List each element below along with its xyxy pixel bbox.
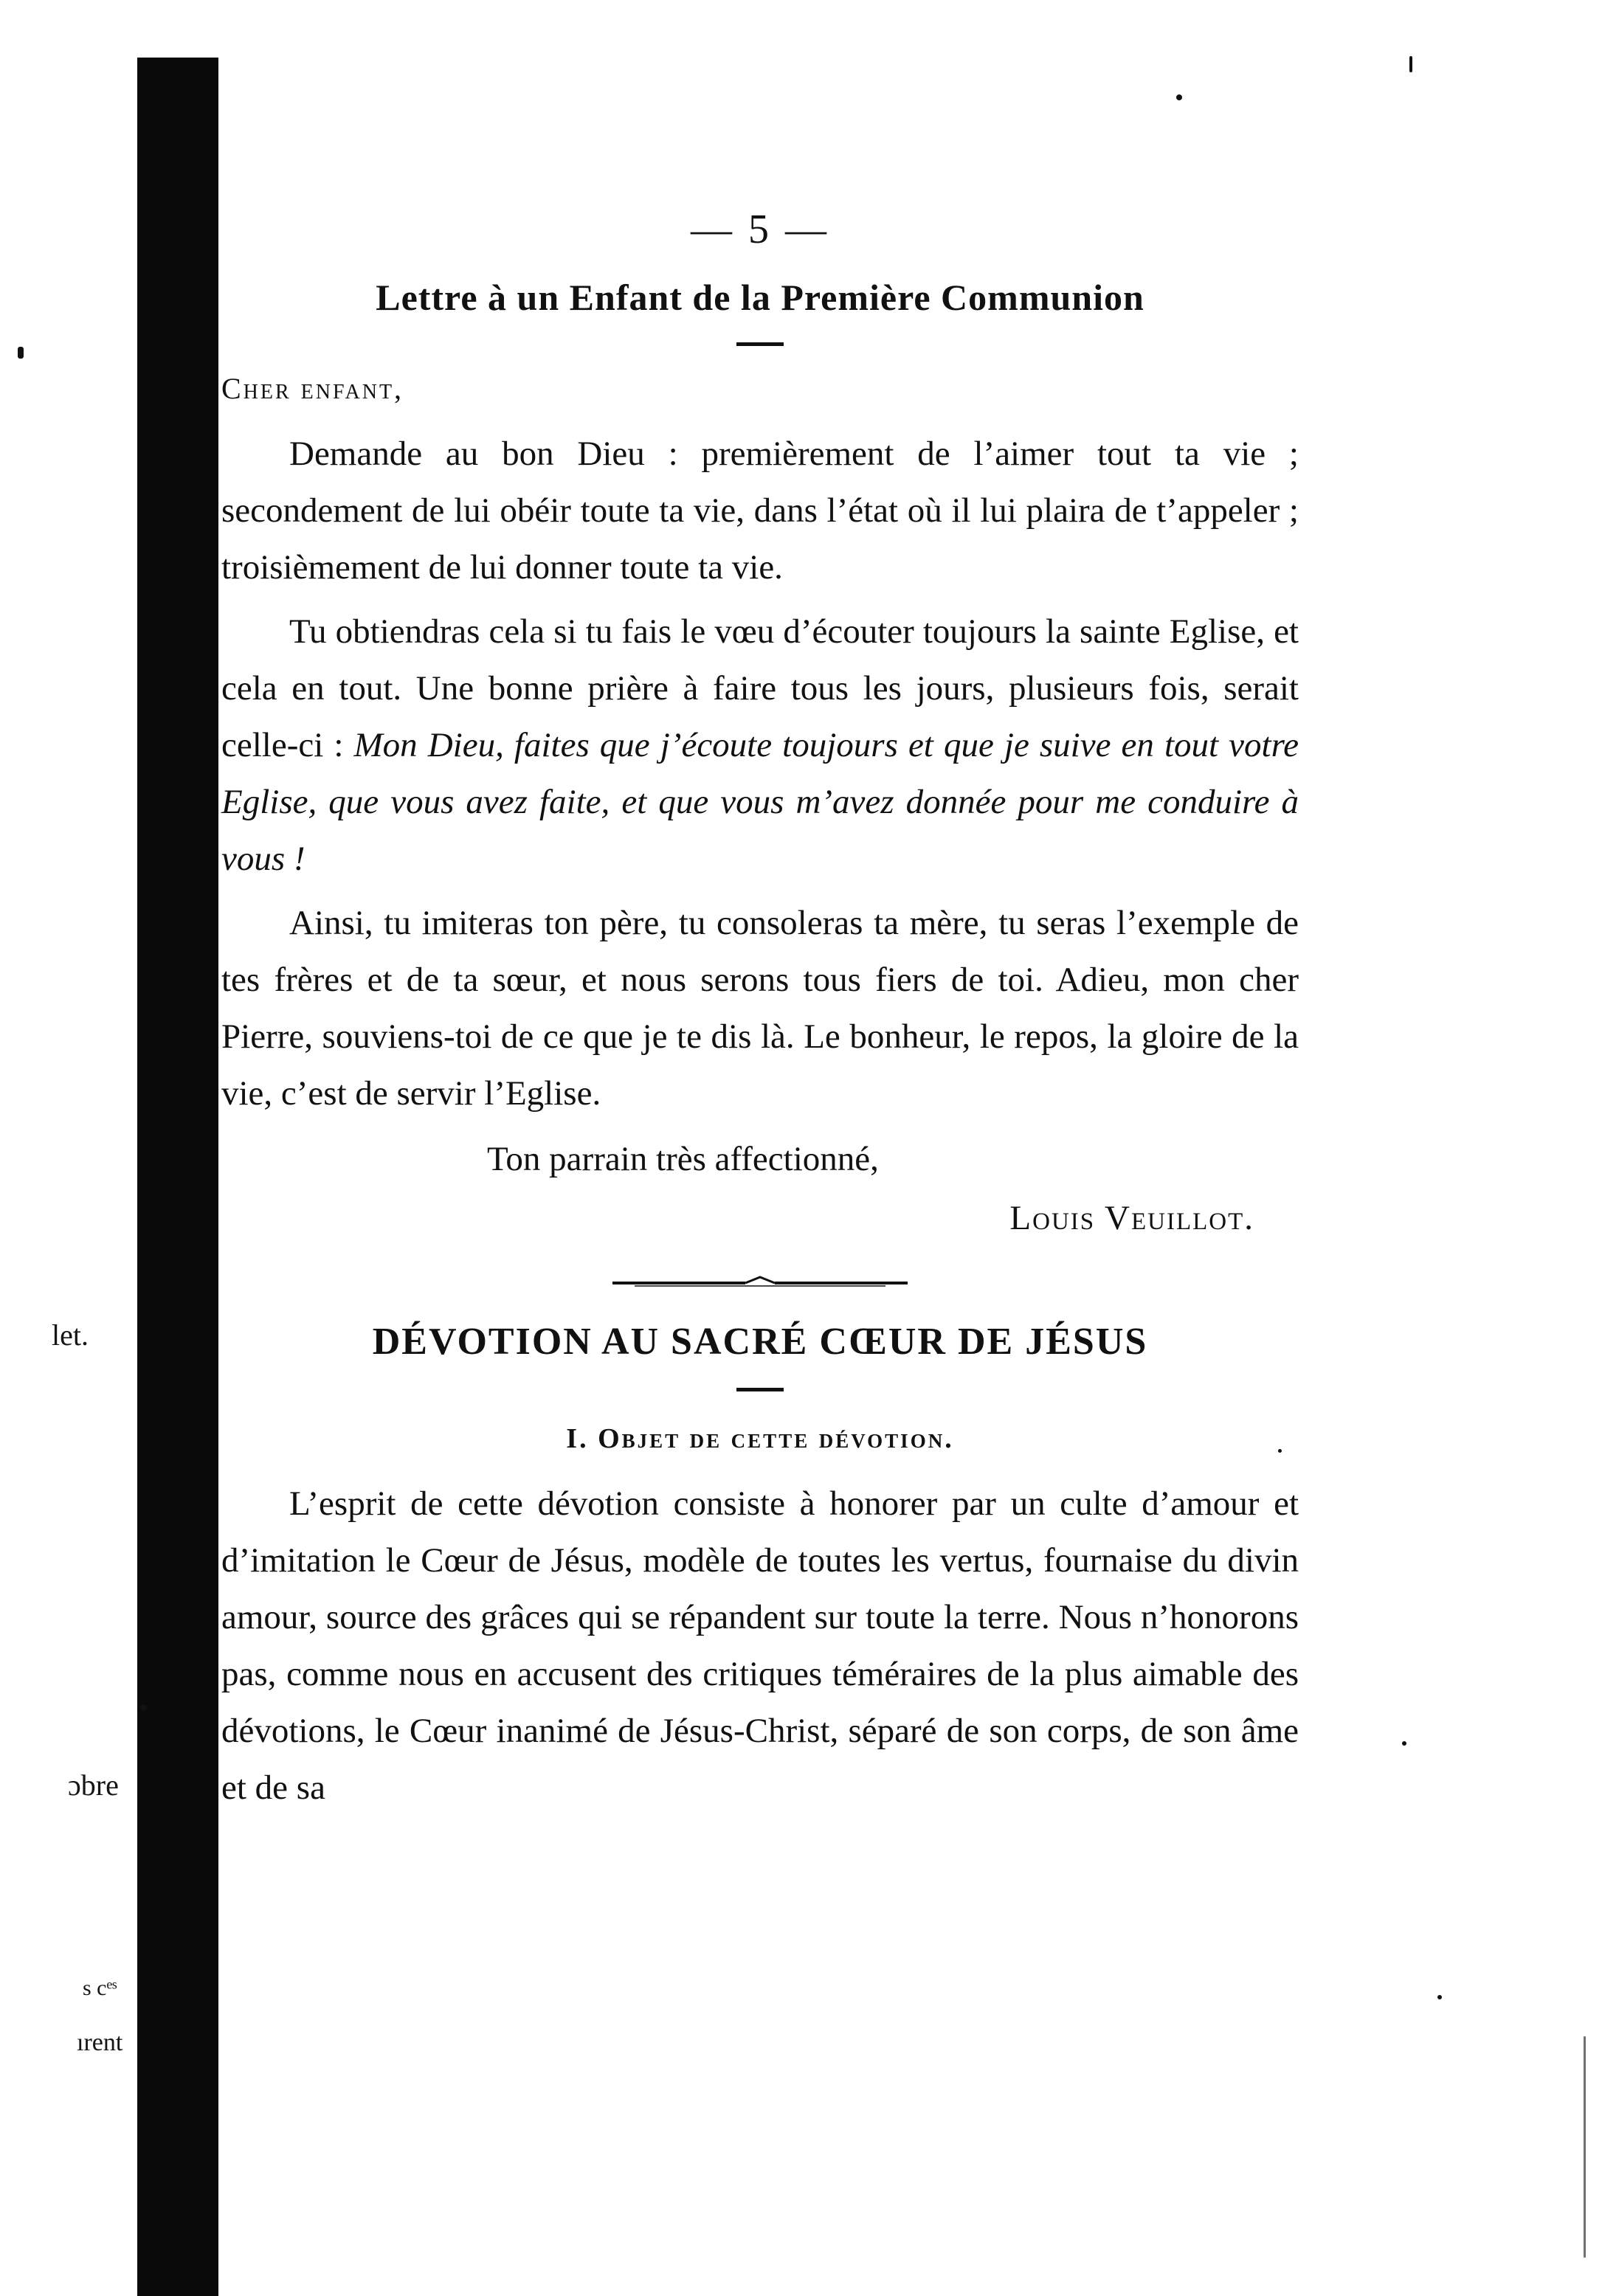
scan-speck [1437, 1995, 1442, 1999]
letter-paragraph: Demande au bon Dieu : premièrement de l’aimer tout ta vie ; secondement de lui obéir toute ta vie, dans l’état où il lui plaira de t’appeler ; troisièmement de lui donner toute ta vie. [221, 435, 1299, 587]
section-paragraph: L’esprit de cette dévotion consiste à honorer par un culte d’amour et d’imitation le Cœur de Jésus, modèle de toutes les vertus, fournaise du divin amour, source des grâces qui se répandent sur toute la terre. Nous n’honorons pas, comme nous en accusent des critiques téméraires de la plus aimable des dévotions, le Cœur inanimé de Jésus-Christ, séparé de son corps, de son âme et de sa [221, 1484, 1299, 1807]
page-content [221, 207, 1299, 1824]
letter-title: Lettre à un Enfant de la Première Communion [376, 277, 1144, 318]
margin-fragment: s cᵉˢ [83, 1976, 117, 2000]
section-rule [736, 1388, 784, 1391]
letter-prayer-italic: Mon Dieu, faites que j’écoute toujours et que je suive en tout votre Eglise, que vous avez faite, et que vous m’avez donnée pour me conduire à vous ! [221, 726, 1299, 878]
ornamental-divider [605, 1273, 915, 1290]
margin-fragment: let. [52, 1318, 89, 1352]
letter-closing: Ton parrain très affectionné, [487, 1140, 879, 1178]
letter-signature: Louis Veuillot. [1009, 1199, 1254, 1237]
scan-speck [140, 1704, 147, 1711]
letter-salutation: Cher enfant, [221, 372, 404, 405]
margin-fragment: ɔbre [68, 1768, 119, 1802]
scan-speck [18, 347, 24, 359]
page-number: — 5 — [691, 207, 829, 252]
letter-paragraph [221, 604, 1299, 888]
title-rule [736, 342, 784, 346]
margin-fragment: ırent [77, 2029, 123, 2056]
letter-paragraph: Ainsi, tu imiteras ton père, tu consoleras ta mère, tu seras l’exemple de tes frères et de ta sœur, et nous serons tous fiers de toi. Adieu, mon cher Pierre, souviens-toi de ce que je te dis là. Le bonheur, le repos, la gloire de la vie, c’est de servir l’Eglise. [221, 904, 1299, 1113]
scan-speck [1176, 94, 1182, 100]
section-title: DÉVOTION AU SACRÉ CŒUR DE JÉSUS [372, 1321, 1148, 1363]
letter-paragraph-text: Tu obtiendras cela si tu fais le vœu d’écouter toujours la sainte Eglise, et cela en tout. Une bonne prière à faire tous les jours, plusieurs fois, serait celle-ci : [221, 612, 1299, 764]
scan-speck [1409, 56, 1412, 72]
scan-speck [1402, 1741, 1406, 1746]
scan-speck [1584, 2036, 1586, 2258]
subsection-title: I. Objet de cette dévotion. [566, 1423, 954, 1454]
binding-gutter-shadow [137, 58, 218, 2296]
